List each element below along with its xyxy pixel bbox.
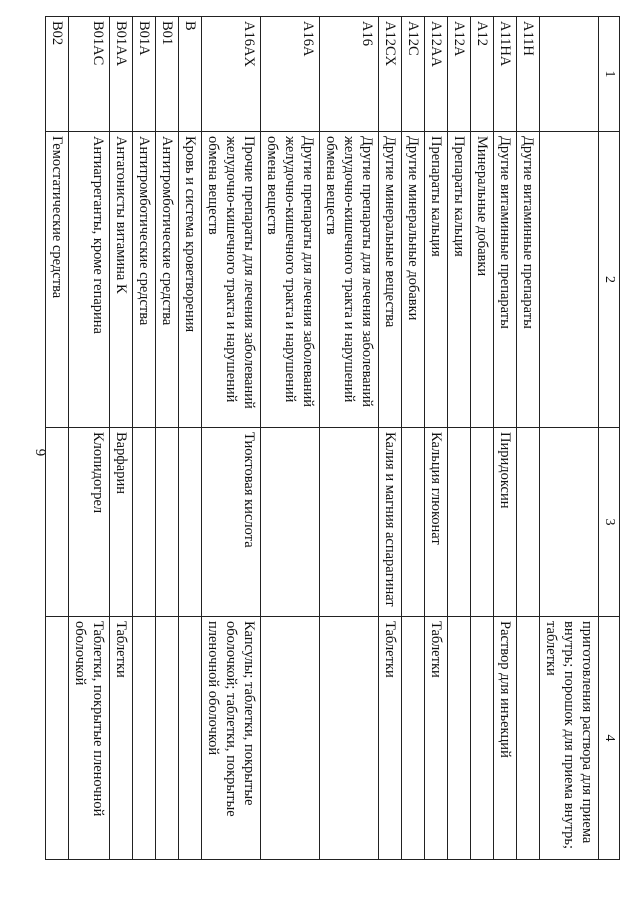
table-header-row [599,17,620,860]
drug-name-cell: Тиоктовая кислота [202,428,261,617]
column-header: 2 [599,132,620,428]
atc-code-cell: B01AC [69,17,110,132]
atc-code-cell: A11H [517,17,540,132]
atc-code-cell: A12AA [425,17,448,132]
dosage-form-cell: Раствор для инъекций [494,617,517,860]
dosage-form-cell [471,617,494,860]
drug-name-cell [156,428,179,617]
group-name-cell: Другие витаминные препараты [494,132,517,428]
page-number: 6 [33,448,50,457]
dosage-form-cell [517,617,540,860]
table-row [379,17,402,860]
table-row [540,17,599,860]
drug-name-cell [540,428,599,617]
group-name-cell [540,132,599,428]
group-name-cell: Препараты кальция [425,132,448,428]
group-name-cell: Гемостатические средства [46,132,69,428]
dosage-form-cell: Таблетки [379,617,402,860]
table-row [261,17,320,860]
dosage-form-cell: Капсулы; таблетки, покрытые оболочкой; таблетки, покрытые пленочной оболочкой [202,617,261,860]
table-row [202,17,261,860]
atc-code-cell [540,17,599,132]
group-name-cell: Кровь и система кроветворения [179,132,202,428]
group-name-cell: Антитромботические средства [133,132,156,428]
drug-classification-table [45,16,620,860]
atc-code-cell: A16AX [202,17,261,132]
atc-code-cell: A12A [448,17,471,132]
atc-code-cell: A12CX [379,17,402,132]
table-row [471,17,494,860]
drug-name-cell [46,428,69,617]
table-row [448,17,471,860]
atc-code-cell: B02 [46,17,69,132]
atc-code-cell: A11HA [494,17,517,132]
table-row [425,17,448,860]
group-name-cell: Другие препараты для лечения заболеваний желудочно-кишечного тракта и нарушений обмена веществ [261,132,320,428]
table-row [494,17,517,860]
drug-name-cell: Варфарин [110,428,133,617]
drug-name-cell [133,428,156,617]
dosage-form-cell [46,617,69,860]
column-header: 4 [599,617,620,860]
atc-code-cell: A16 [320,17,379,132]
drug-name-cell [517,428,540,617]
group-name-cell: Антитромботические средства [156,132,179,428]
dosage-form-cell [179,617,202,860]
dosage-form-cell: Таблетки, покрытые пленочной оболочкой [69,617,110,860]
dosage-form-cell: Таблетки [110,617,133,860]
drug-name-cell [402,428,425,617]
document-sheet [45,16,620,859]
group-name-cell: Антагонисты витамина К [110,132,133,428]
group-name-cell: Минеральные добавки [471,132,494,428]
group-name-cell: Другие минеральные добавки [402,132,425,428]
table-row [69,17,110,860]
drug-name-cell: Калия и магния аспарагинат [379,428,402,617]
atc-code-cell: B [179,17,202,132]
column-header: 3 [599,428,620,617]
atc-code-cell: A16A [261,17,320,132]
table-row [133,17,156,860]
atc-code-cell: A12 [471,17,494,132]
group-name-cell: Другие препараты для лечения заболеваний желудочно-кишечного тракта и нарушений обмена веществ [320,132,379,428]
drug-name-cell: Кальция глюконат [425,428,448,617]
group-name-cell: Прочие препараты для лечения заболеваний желудочно-кишечного тракта и нарушений обмена веществ [202,132,261,428]
table-row [46,17,69,860]
drug-name-cell [179,428,202,617]
table-row [320,17,379,860]
table-body [46,17,599,860]
group-name-cell: Антиагреганты, кроме гепарина [69,132,110,428]
drug-name-cell [261,428,320,617]
dosage-form-cell [133,617,156,860]
table-row [156,17,179,860]
drug-name-cell [448,428,471,617]
dosage-form-cell [261,617,320,860]
drug-name-cell: Клопидогрел [69,428,110,617]
atc-code-cell: B01 [156,17,179,132]
dosage-form-cell [320,617,379,860]
table-row [110,17,133,860]
group-name-cell: Другие витаминные препараты [517,132,540,428]
group-name-cell: Препараты кальция [448,132,471,428]
table-row [179,17,202,860]
dosage-form-cell [156,617,179,860]
group-name-cell: Другие минеральные вещества [379,132,402,428]
drug-name-cell [471,428,494,617]
atc-code-cell: B01AA [110,17,133,132]
dosage-form-cell [402,617,425,860]
table-row [517,17,540,860]
column-header: 1 [599,17,620,132]
atc-code-cell: A12C [402,17,425,132]
dosage-form-cell [448,617,471,860]
drug-name-cell [320,428,379,617]
dosage-form-cell: приготовления раствора для приема внутрь; порошок для приема внутрь; таблетки [540,617,599,860]
drug-name-cell: Пиридоксин [494,428,517,617]
dosage-form-cell: Таблетки [425,617,448,860]
table-row [402,17,425,860]
atc-code-cell: B01A [133,17,156,132]
